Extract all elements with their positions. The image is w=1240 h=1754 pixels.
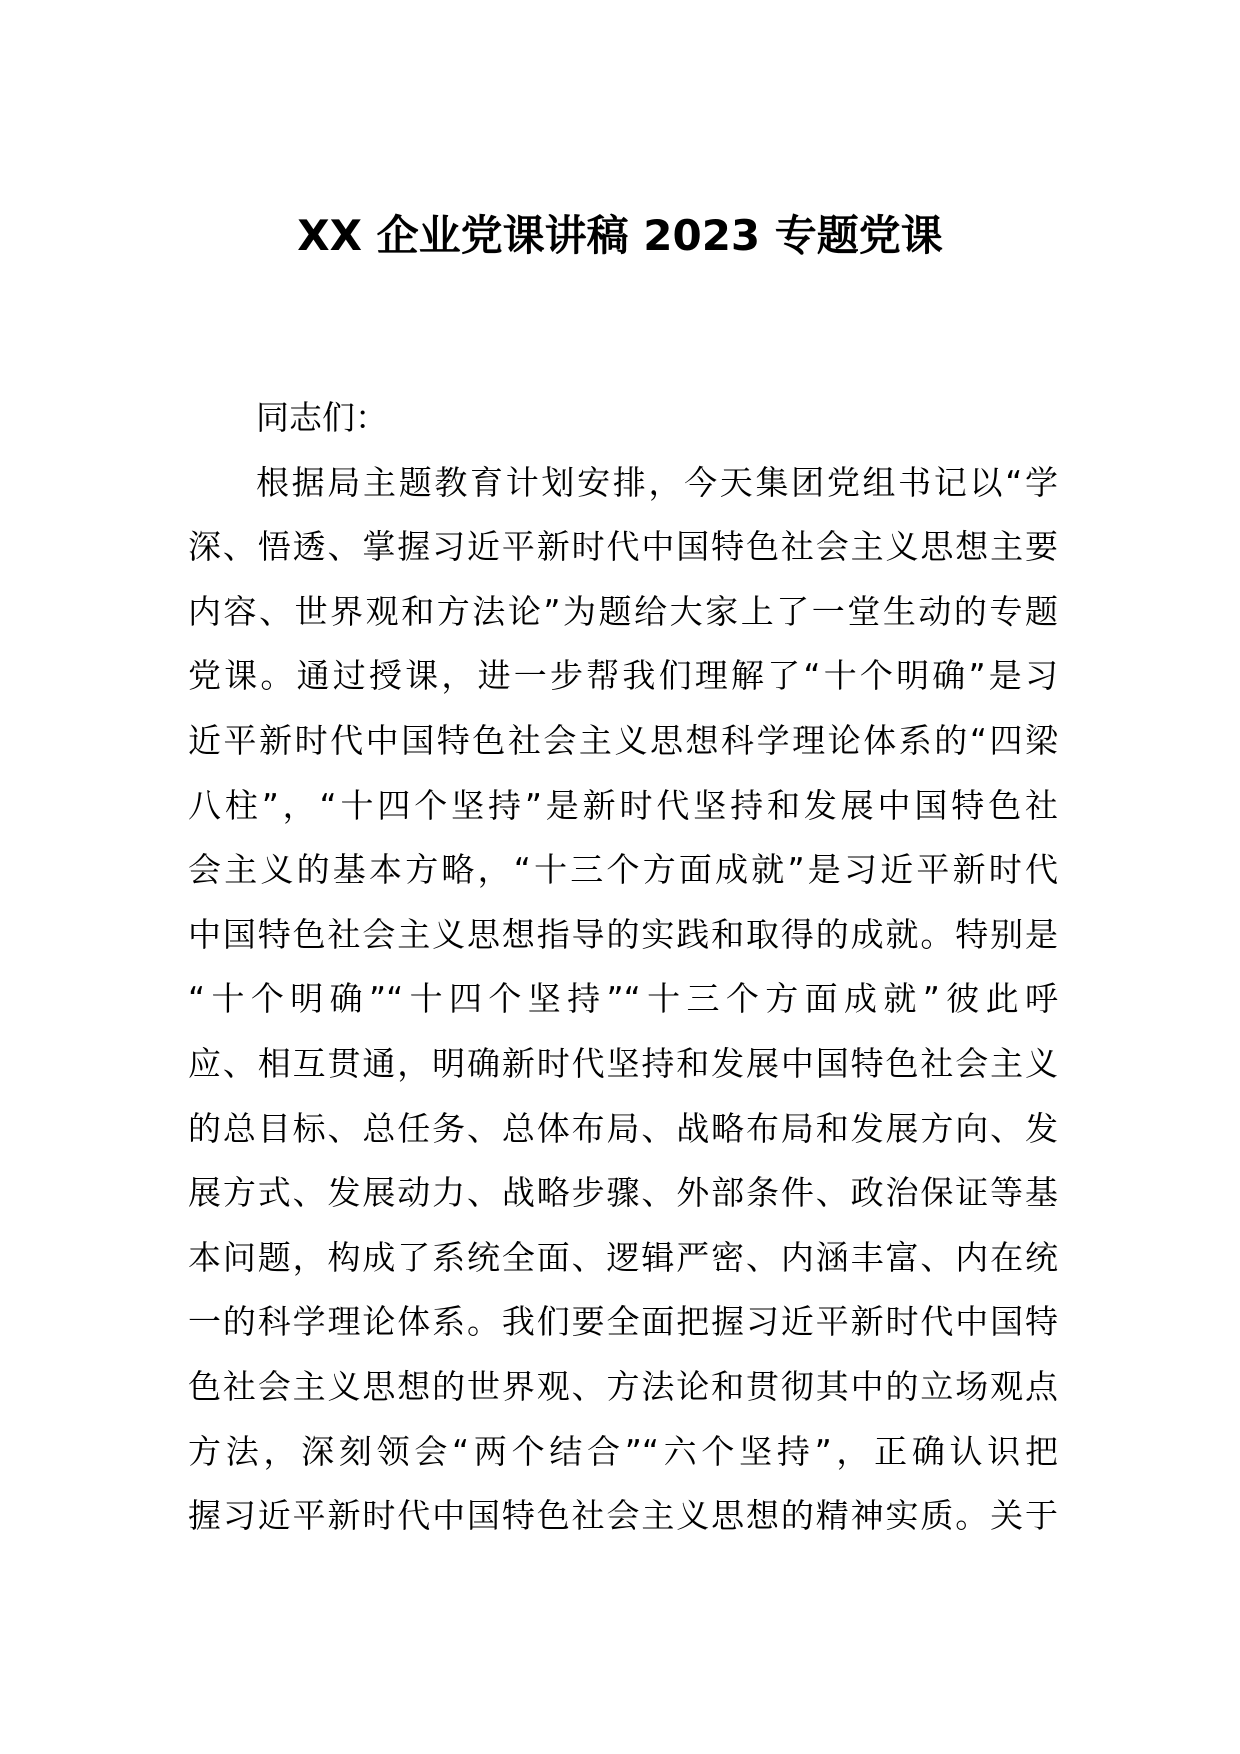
paragraph-line: 一的科学理论体系。我们要全面把握习近平新时代中国特 bbox=[188, 1302, 1058, 1342]
paragraph-line: 色社会主义思想的世界观、方法论和贯彻其中的立场观点 bbox=[188, 1366, 1058, 1406]
paragraph-line: 握习近平新时代中国特色社会主义思想的精神实质。关于 bbox=[188, 1496, 1058, 1536]
paragraph-line: 近平新时代中国特色社会主义思想科学理论体系的“四梁 bbox=[188, 720, 1058, 760]
paragraph-line: 方法，深刻领会“两个结合”“六个坚持”，正确认识把 bbox=[188, 1431, 1058, 1471]
paragraph-line: 根据局主题教育计划安排，今天集团党组书记以“学 bbox=[256, 462, 1058, 502]
paragraph-line: 中国特色社会主义思想指导的实践和取得的成就。特别是 bbox=[188, 914, 1058, 954]
paragraph-line: 应、相互贯通，明确新时代坚持和发展中国特色社会主义 bbox=[188, 1043, 1058, 1083]
paragraph-line: 本问题，构成了系统全面、逻辑严密、内涵丰富、内在统 bbox=[188, 1237, 1058, 1277]
paragraph-line: 八柱”，“十四个坚持”是新时代坚持和发展中国特色社 bbox=[188, 785, 1058, 825]
paragraph-line: 党课。通过授课，进一步帮我们理解了“十个明确”是习 bbox=[188, 656, 1058, 696]
paragraph-line: 展方式、发展动力、战略步骤、外部条件、政治保证等基 bbox=[188, 1173, 1058, 1213]
paragraph-line: “十个明确”“十四个坚持”“十三个方面成就”彼此呼 bbox=[188, 979, 1058, 1019]
paragraph-line: 的总目标、总任务、总体布局、战略布局和发展方向、发 bbox=[188, 1108, 1058, 1148]
paragraph-line: 内容、世界观和方法论”为题给大家上了一堂生动的专题 bbox=[188, 591, 1058, 631]
salutation: 同志们： bbox=[256, 398, 388, 437]
paragraph-line: 会主义的基本方略，“十三个方面成就”是习近平新时代 bbox=[188, 850, 1058, 890]
document-body bbox=[188, 386, 1058, 1549]
paragraph-line: 深、悟透、掌握习近平新时代中国特色社会主义思想主要 bbox=[188, 527, 1058, 567]
document-title: XX 企业党课讲稿 2023 专题党课 bbox=[297, 211, 943, 260]
